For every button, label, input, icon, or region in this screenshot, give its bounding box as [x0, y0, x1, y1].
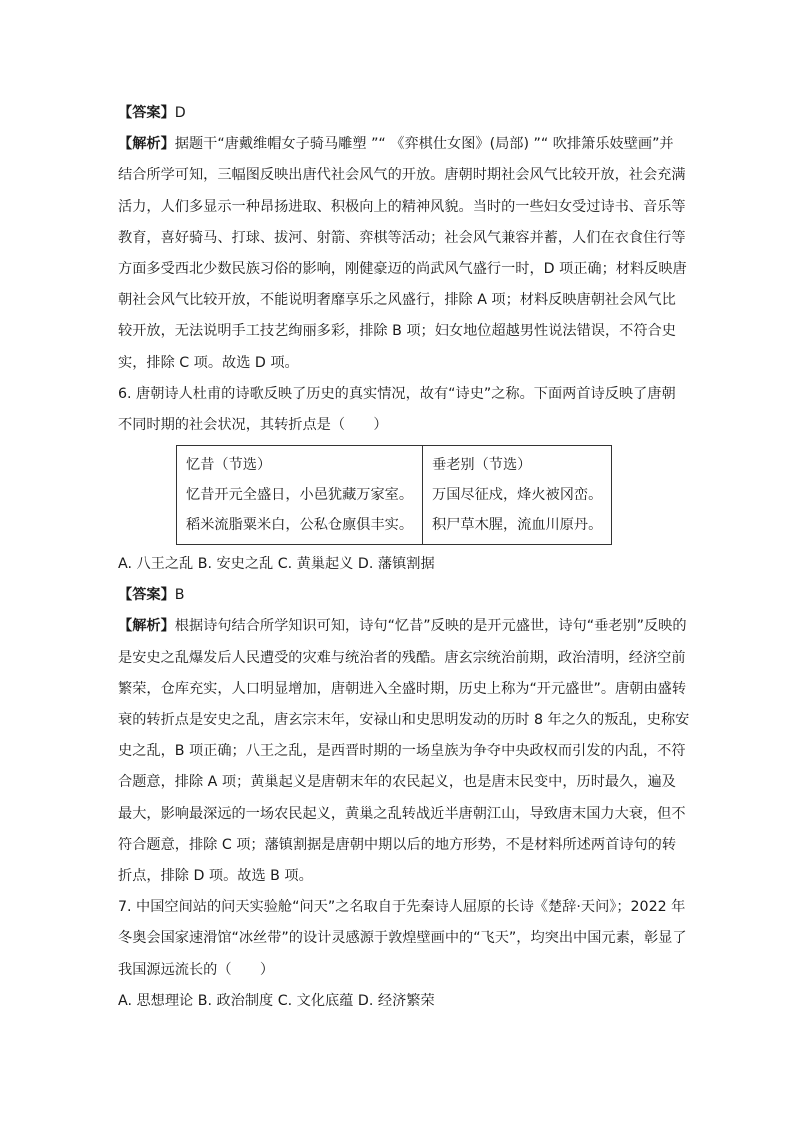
q5-analysis-line-6: 朝社会风气比较开放，不能说明奢靡享乐之风盛行，排除 A 项；材料反映唐朝社会风气比 — [118, 292, 676, 309]
q6-analysis-line-7: 最大，影响最深远的一场农民起义，黄巢之乱转战近半唐朝江山，导致唐末国力大衰，但不 — [118, 805, 686, 822]
poem-left-cell — [177, 446, 423, 545]
analysis-tag: 【解析】 — [118, 618, 175, 635]
q5-analysis-line-3: 活力，人们多显示一种昂扬进取、积极向上的精神风貌。当时的一些妇女受过诗书、音乐等 — [118, 198, 686, 215]
document-page — [118, 98, 690, 1017]
q6-analysis-line-2: 是安史之乱爆发后人民遭受的灾难与统治者的残酷。唐玄宗统治前期，政治清明，经济空前 — [118, 649, 686, 666]
q6-analysis-line-8: 符合题意，排除 C 项；藩镇割据是唐朝中期以后的地方形势，不是材料所述两首诗句的转 — [118, 836, 677, 853]
q7-options: A. 思想理论 B. 政治制度 C. 文化底蕴 D. 经济繁荣 — [118, 992, 435, 1009]
q6-analysis-line-1 — [118, 611, 686, 642]
poem-left-title: 忆昔（节选） — [186, 457, 272, 474]
q6-answer — [118, 580, 686, 611]
answer-value: B — [174, 587, 185, 604]
q6-analysis-line-3: 繁荣，仓库充实，人口明显增加，唐朝进入全盛时期，历史上称为“开元盛世”。唐朝由盛转 — [118, 680, 687, 697]
q7-stem-line-2: 冬奥会国家速滑馆“冰丝带”的设计灵感源于敦煌壁画中的“飞天”，均突出中国元素，彰显了 — [118, 930, 687, 947]
q5-analysis-line-7: 较开放，无法说明手工技艺绚丽多彩，排除 B 项；妇女地位超越男性说法错误，不符合史 — [118, 323, 676, 340]
q5-analysis-line-2: 结合所学可知，三幅图反映出唐代社会风气的开放。唐朝时期社会风气比较开放，社会充满 — [118, 167, 686, 184]
q6-analysis-line-9: 折点，排除 D 项。故选 B 项。 — [118, 867, 313, 884]
q5-analysis-line-1 — [118, 129, 686, 160]
q6-stem-line-1: 6. 唐朝诗人杜甫的诗歌反映了历史的真实情况，故有“诗史”之称。下面两首诗反映了唐朝 — [118, 385, 676, 402]
answer-tag: 【答案】 — [118, 105, 175, 121]
q7-stem-line-1: 7. 中国空间站的问天实验舱“问天”之名取自于先秦诗人屈原的长诗《楚辞·天问》；2022 年 — [118, 899, 686, 916]
analysis-text: 据题干“唐戴维帽女子骑马雕塑 ”“ 《弈棋仕女图》(局部) ”“ 吹排箫乐妓壁画”并 — [174, 136, 674, 153]
poem-right-line-2: 积尸草木腥，流血川原丹。 — [432, 517, 603, 534]
q6-options: A. 八王之乱 B. 安史之乱 C. 黄巢起义 D. 藩镇割据 — [118, 556, 435, 573]
q5-analysis-line-5: 方面多受西北少数民族习俗的影响，刚健豪迈的尚武风气盛行一时，D 项正确；材料反映唐 — [118, 260, 687, 277]
q6-analysis-line-4: 衰的转折点是安史之乱，唐玄宗末年，安禄山和史思明发动的历时 8 年之久的叛乱，史称安 — [118, 712, 690, 728]
answer-tag: 【答案】 — [118, 587, 175, 604]
q5-analysis-line-4: 教育，喜好骑马、打球、拔河、射箭、弈棋等活动；社会风气兼容并蓄，人们在衣食住行等 — [118, 229, 686, 246]
analysis-text: 根据诗句结合所学知识可知，诗句“忆昔”反映的是开元盛世，诗句“垂老别”反映的 — [174, 618, 687, 635]
q6-analysis-line-5: 史之乱，B 项正确；八王之乱，是西晋时期的一场皇族为争夺中央政权而引发的内乱，不符 — [118, 743, 686, 760]
q5-answer — [118, 98, 686, 129]
poem-left-line-2: 稻米流脂粟米白，公私仓廪俱丰实。 — [186, 517, 414, 534]
poem-right-cell — [423, 446, 612, 545]
poem-table — [176, 445, 612, 545]
q5-analysis-line-8: 实，排除 C 项。故选 D 项。 — [118, 354, 299, 371]
answer-value: D — [174, 105, 186, 121]
q6-stem-line-2: 不同时期的社会状况，其转折点是（ ） — [118, 416, 388, 433]
poem-left-line-1: 忆昔开元全盛日，小邑犹藏万家室。 — [186, 487, 414, 504]
q6-analysis-line-6: 合题意，排除 A 项；黄巢起义是唐朝末年的农民起义，也是唐末民变中，历时最久，遍及 — [118, 774, 676, 791]
analysis-tag: 【解析】 — [118, 136, 175, 153]
poem-right-title: 垂老别（节选） — [432, 457, 532, 474]
poem-right-line-1: 万国尽征戍，烽火被冈峦。 — [432, 487, 603, 504]
q7-stem-line-3: 我国源远流长的（ ） — [118, 961, 275, 978]
